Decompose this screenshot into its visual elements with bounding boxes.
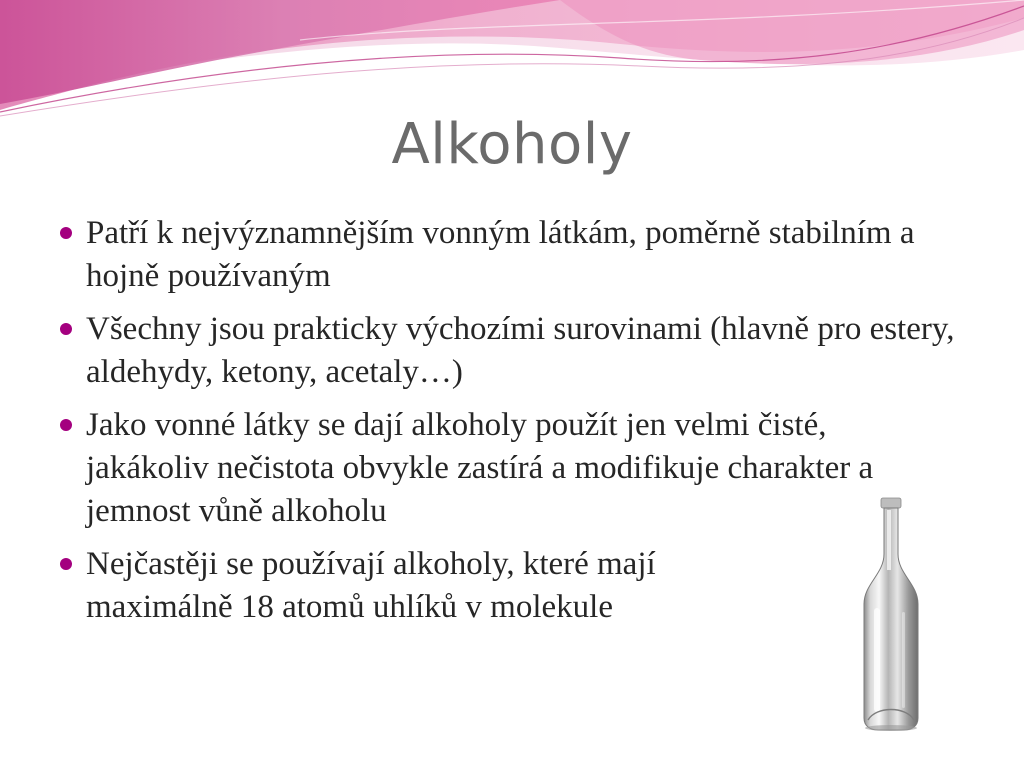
wine-bottle-icon — [818, 492, 964, 740]
bullet-dot-icon — [60, 419, 72, 431]
bullet-text: Nejčastěji se používají alkoholy, které mají maximálně 18 atomů uhlíků v molekule — [86, 546, 656, 625]
bullet-text: Všechny jsou prakticky výchozími surovinami (hlavně pro estery, aldehydy, ketony, acetaly…) — [86, 311, 955, 390]
wine-bottle-image — [818, 492, 964, 740]
bullet-dot-icon — [60, 323, 72, 335]
bullet-text: Patří k nejvýznamnějším vonným látkám, poměrně stabilním a hojně používaným — [86, 215, 915, 294]
bullet-text: Jako vonné látky se dají alkoholy použít jen velmi čisté, jakákoliv nečistota obvykle zastírá a modifikuje charakter a jemnost vůně alkoholu — [86, 407, 874, 529]
bullet-item — [56, 543, 786, 629]
slide-title: Alkoholy — [391, 112, 633, 177]
bullet-item — [56, 308, 956, 394]
bullet-dot-icon — [60, 227, 72, 239]
bullet-item — [56, 212, 956, 298]
header-wave-decoration — [0, 0, 1024, 120]
bullet-dot-icon — [60, 558, 72, 570]
